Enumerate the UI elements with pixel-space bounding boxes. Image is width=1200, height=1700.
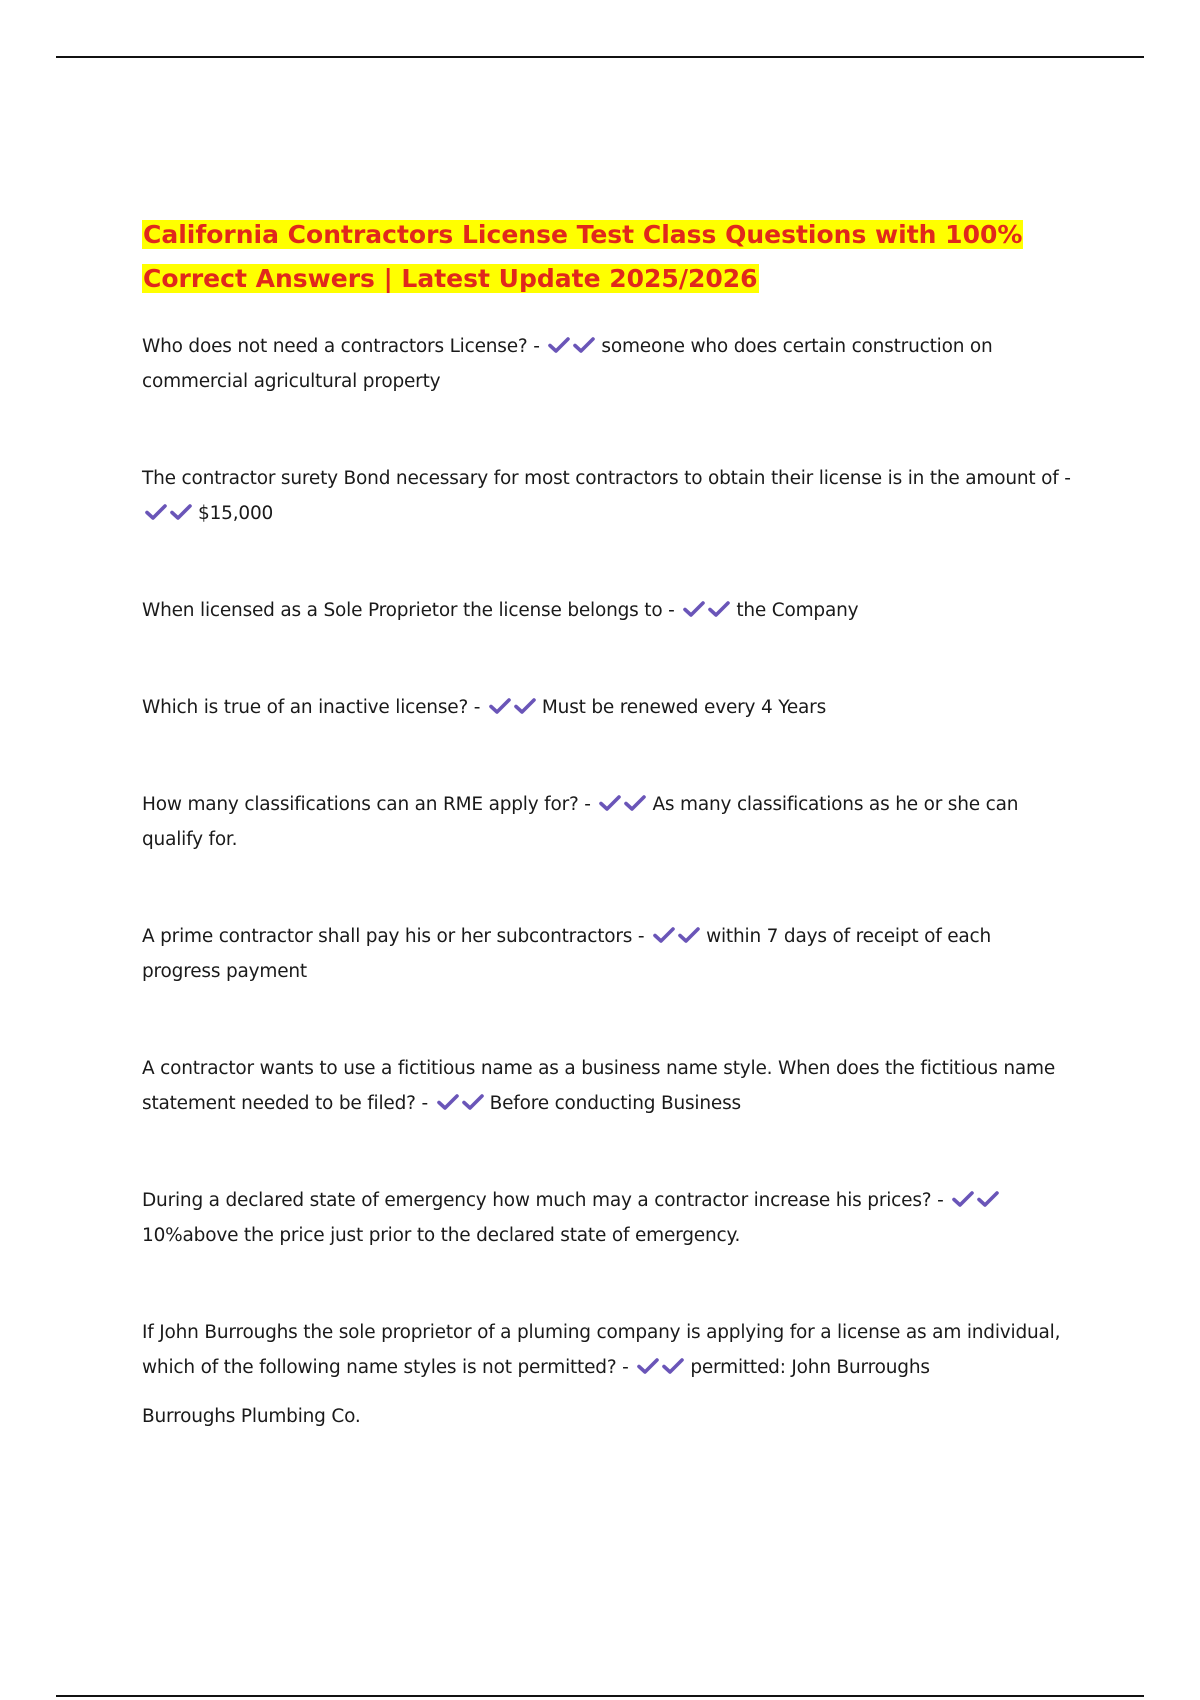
answer-checkmarks (598, 787, 648, 822)
qa-item (142, 461, 1072, 531)
answer-checkmarks (436, 1086, 486, 1121)
question-text: During a declared state of emergency how much may a contractor increase his prices? - (142, 1190, 944, 1211)
document-title (142, 213, 1072, 301)
question-text: A contractor wants to use a fictitious name as a business name style. When does the fictitious name statement needed to be filed? - (142, 1058, 1056, 1114)
checkmark-icon (513, 697, 538, 715)
answer-text: 10%above the price just prior to the declared state of emergency. (142, 1225, 741, 1246)
qa-item (142, 919, 1072, 989)
question-text: How many classifications can an RME apply for? - (142, 794, 591, 815)
answer-checkmarks (951, 1183, 1001, 1218)
checkmark-icon (547, 336, 572, 354)
checkmark-icon (572, 336, 597, 354)
answer-checkmarks (636, 1350, 686, 1385)
checkmark-icon (652, 926, 677, 944)
answer-text: the Company (736, 600, 859, 621)
answer-checkmarks (144, 496, 194, 531)
question-text: Which is true of an inactive license? - (142, 697, 481, 718)
question-text: When licensed as a Sole Proprietor the license belongs to - (142, 600, 675, 621)
answer-continuation: Burroughs Plumbing Co. (142, 1406, 361, 1427)
answer-checkmarks (547, 329, 597, 364)
checkmark-icon (707, 600, 732, 618)
qa-item (142, 690, 1072, 725)
qa-item (142, 787, 1072, 857)
answer-text: someone who does certain construction on commercial agricultural property (142, 336, 993, 392)
answer-text: Must be renewed every 4 Years (541, 697, 827, 718)
answer-checkmarks (682, 593, 732, 628)
question-text: If John Burroughs the sole proprietor of a pluming company is applying for a license as am individual, which of the following name styles is not permitted? - (142, 1322, 1061, 1378)
checkmark-icon (488, 697, 513, 715)
checkmark-icon (636, 1357, 661, 1375)
qa-item (142, 1183, 1072, 1253)
checkmark-icon (144, 503, 169, 521)
answer-text: As many classifications as he or she can qualify for. (142, 794, 1019, 850)
question-text: The contractor surety Bond necessary for most contractors to obtain their license is in the amount of - (142, 468, 1071, 489)
checkmark-icon (951, 1190, 976, 1208)
checkmark-icon (677, 926, 702, 944)
document-title-text: California Contractors License Test Class Questions with 100% Correct Answers | Latest Update 2025/2026 (143, 220, 1023, 293)
qa-item (142, 1051, 1072, 1121)
checkmark-icon (169, 503, 194, 521)
checkmark-icon (461, 1093, 486, 1111)
bottom-rule (56, 1695, 1144, 1697)
checkmark-icon (976, 1190, 1001, 1208)
checkmark-icon (436, 1093, 461, 1111)
top-rule (56, 56, 1144, 58)
checkmark-icon (682, 600, 707, 618)
question-text: A prime contractor shall pay his or her subcontractors - (142, 926, 645, 947)
checkmark-icon (623, 794, 648, 812)
answer-text: permitted: John Burroughs (690, 1357, 930, 1378)
answer-checkmarks (652, 919, 702, 954)
answer-text: $15,000 (198, 503, 274, 524)
qa-item (142, 329, 1072, 399)
checkmark-icon (598, 794, 623, 812)
answer-text: within 7 days of receipt of each progress payment (142, 926, 992, 982)
qa-item (142, 593, 1072, 628)
answer-checkmarks (488, 690, 538, 725)
answer-text: Before conducting Business (489, 1093, 741, 1114)
question-text: Who does not need a contractors License? - (142, 336, 540, 357)
qa-list (142, 329, 1072, 1385)
checkmark-icon (661, 1357, 686, 1375)
qa-item (142, 1315, 1072, 1385)
document-body (142, 213, 1072, 1434)
